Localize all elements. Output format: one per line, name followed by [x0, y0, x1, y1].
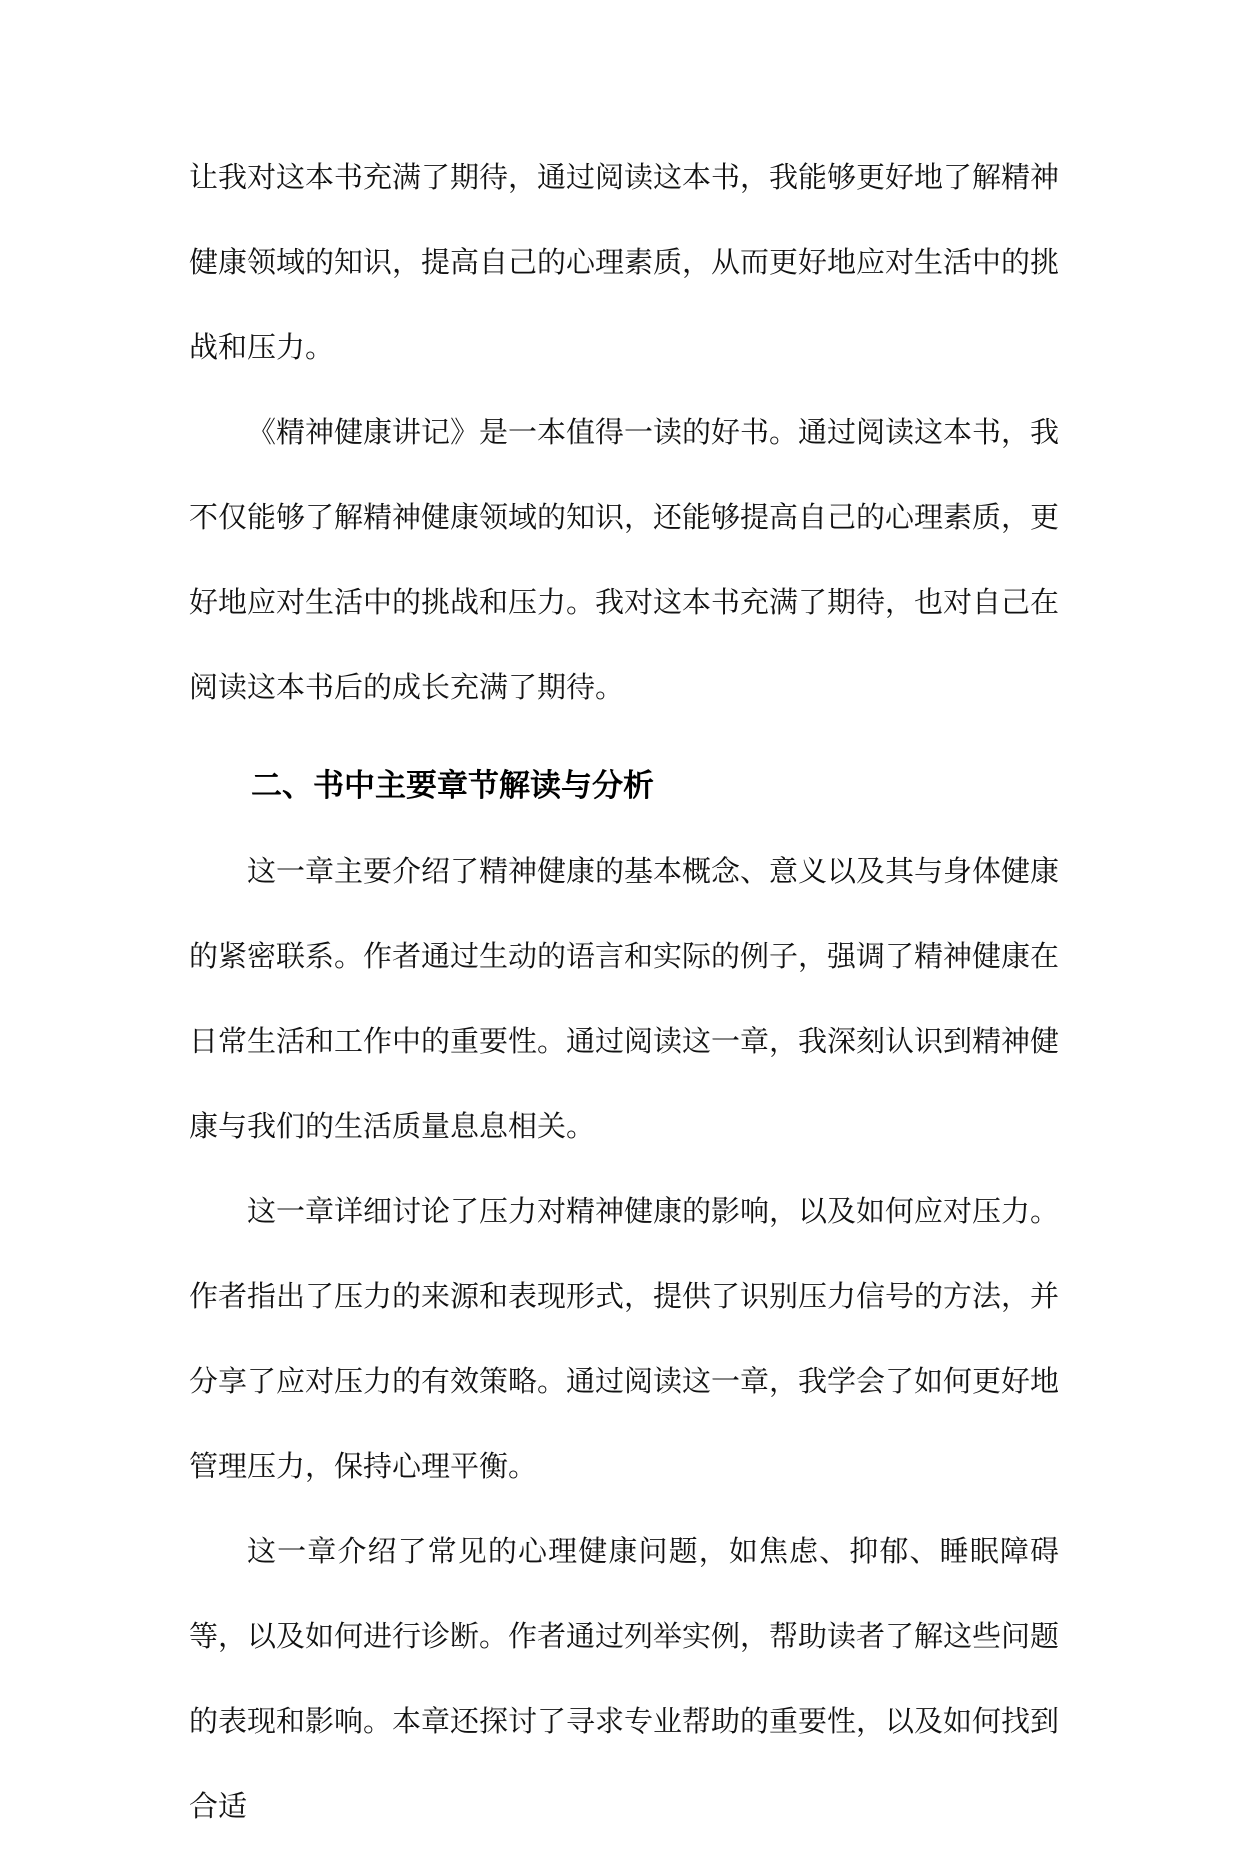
document-body — [189, 135, 1059, 1849]
paragraph-continued: 让我对这本书充满了期待，通过阅读这本书，我能够更好地了解精神健康领域的知识，提高自己的心理素质，从而更好地应对生活中的挑战和压力。 — [189, 160, 1060, 364]
paragraph-chapter-3: 这一章介绍了常见的心理健康问题，如焦虑、抑郁、睡眠障碍等，以及如何进行诊断。作者通过列举实例，帮助读者了解这些问题的表现和影响。本章还探讨了寻求专业帮助的重要性，以及如何找到合适 — [189, 1534, 1060, 1823]
paragraph-book-summary: 《精神健康讲记》是一本值得一读的好书。通过阅读这本书，我不仅能够了解精神健康领域的知识，还能够提高自己的心理素质，更好地应对生活中的挑战和压力。我对这本书充满了期待，也对自己在阅读这本书后的成长充满了期待。 — [189, 415, 1060, 704]
section-heading: 二、书中主要章节解读与分析 — [251, 768, 654, 804]
paragraph-chapter-1: 这一章主要介绍了精神健康的基本概念、意义以及其与身体健康的紧密联系。作者通过生动的语言和实际的例子，强调了精神健康在日常生活和工作中的重要性。通过阅读这一章，我深刻认识到精神健康与我们的生活质量息息相关。 — [189, 854, 1060, 1143]
paragraph-chapter-2: 这一章详细讨论了压力对精神健康的影响，以及如何应对压力。作者指出了压力的来源和表现形式，提供了识别压力信号的方法，并分享了应对压力的有效策略。通过阅读这一章，我学会了如何更好地管理压力，保持心理平衡。 — [189, 1194, 1060, 1483]
